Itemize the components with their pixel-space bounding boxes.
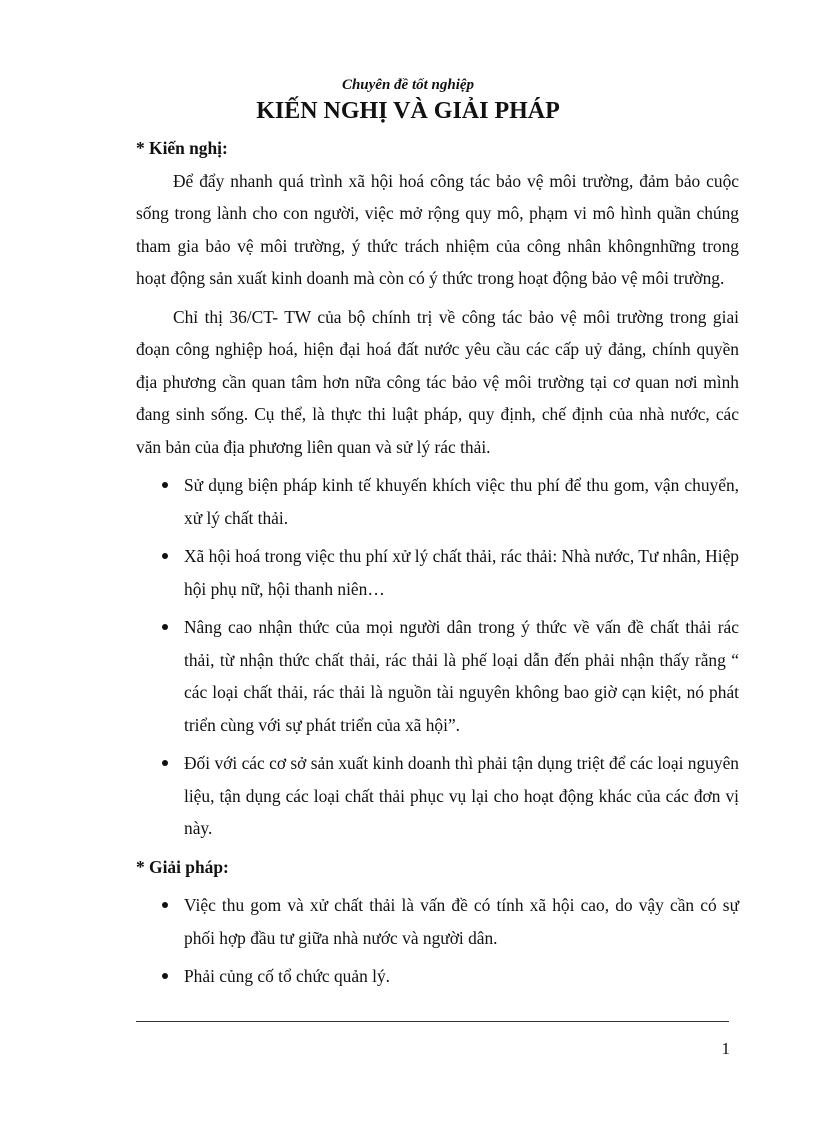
bullet-icon [162, 760, 168, 766]
footer-divider [136, 1021, 729, 1022]
section-heading-kien-nghi: * Kiến nghị: [136, 138, 228, 158]
bullet-icon [162, 482, 168, 488]
running-header-title: Chuyên đề tốt nghiệp [341, 77, 475, 93]
list-item-text: Nâng cao nhận thức của mọi người dân trong ý thức về vấn đề chất thải rác thải, từ nhận thức chất thải, rác thải là phế loại dẫn đến phải nhận thấy rằng “ các loại chất thải, rác thải là nguồn tài nguyên không bao giờ cạn kiệt, nó phát triển cùng với sự phát triển của xã hội”. [184, 617, 739, 735]
list-item-text: Việc thu gom và xử chất thải là vấn đề có tính xã hội cao, do vậy cần có sự phối hợp đầu tư giữa nhà nước và người dân. [184, 895, 739, 948]
list-item [136, 960, 739, 993]
list-item-text: Đối với các cơ sở sản xuất kinh doanh thì phải tận dụng triệt để các loại nguyên liệu, tận dụng các loại chất thải phục vụ lại cho hoạt động khác của các đơn vị này. [184, 753, 739, 838]
list-item [136, 469, 739, 534]
paragraph: Chỉ thị 36/CT- TW của bộ chính trị về công tác bảo vệ môi trường trong giai đoạn công nghiệp hoá, hiện đại hoá đất nước yêu cầu các cấp uỷ đảng, chính quyền địa phương cần quan tâm hơn nữa công tác bảo vệ môi trường tại cơ quan nơi mình đang sinh sống. Cụ thể, là thực thi luật pháp, quy định, chế định của nhà nước, các văn bản của địa phương liên quan và sử lý rác thải. [136, 306, 739, 457]
bullet-icon [162, 902, 168, 908]
document-body [136, 132, 739, 993]
bullet-list-kien-nghi [136, 469, 739, 845]
bullet-list-giai-phap [136, 889, 739, 993]
bullet-icon [162, 973, 168, 979]
section-heading-giai-phap: * Giải pháp: [136, 856, 229, 877]
list-item-text: Sử dụng biện pháp kinh tế khuyến khích việc thu phí để thu gom, vận chuyển, xử lý chất thải. [184, 475, 739, 528]
list-item [136, 747, 739, 845]
list-item-text: Xã hội hoá trong việc thu phí xử lý chất thải, rác thải: Nhà nước, Tư nhân, Hiệp hội phụ nữ, hội thanh niên… [184, 546, 739, 599]
list-item [136, 540, 739, 605]
list-item-text: Phải củng cố tổ chức quản lý. [184, 966, 390, 986]
list-item [136, 889, 739, 954]
paragraph: Để đẩy nhanh quá trình xã hội hoá công tác bảo vệ môi trường, đảm bảo cuộc sống trong lành cho con người, việc mở rộng quy mô, phạm vi mô hình quần chúng tham gia bảo vệ môi trường, ý thức trách nhiệm của công nhân khôngnhững trong hoạt động sản xuất kinh doanh mà còn có ý thức trong hoạt động bảo vệ môi trường. [136, 170, 739, 288]
page-number: 1 [721, 1039, 730, 1058]
page-title: KIẾN NGHỊ VÀ GIẢI PHÁP [256, 98, 560, 124]
bullet-icon [162, 624, 168, 630]
list-item [136, 611, 739, 741]
bullet-icon [162, 553, 168, 559]
